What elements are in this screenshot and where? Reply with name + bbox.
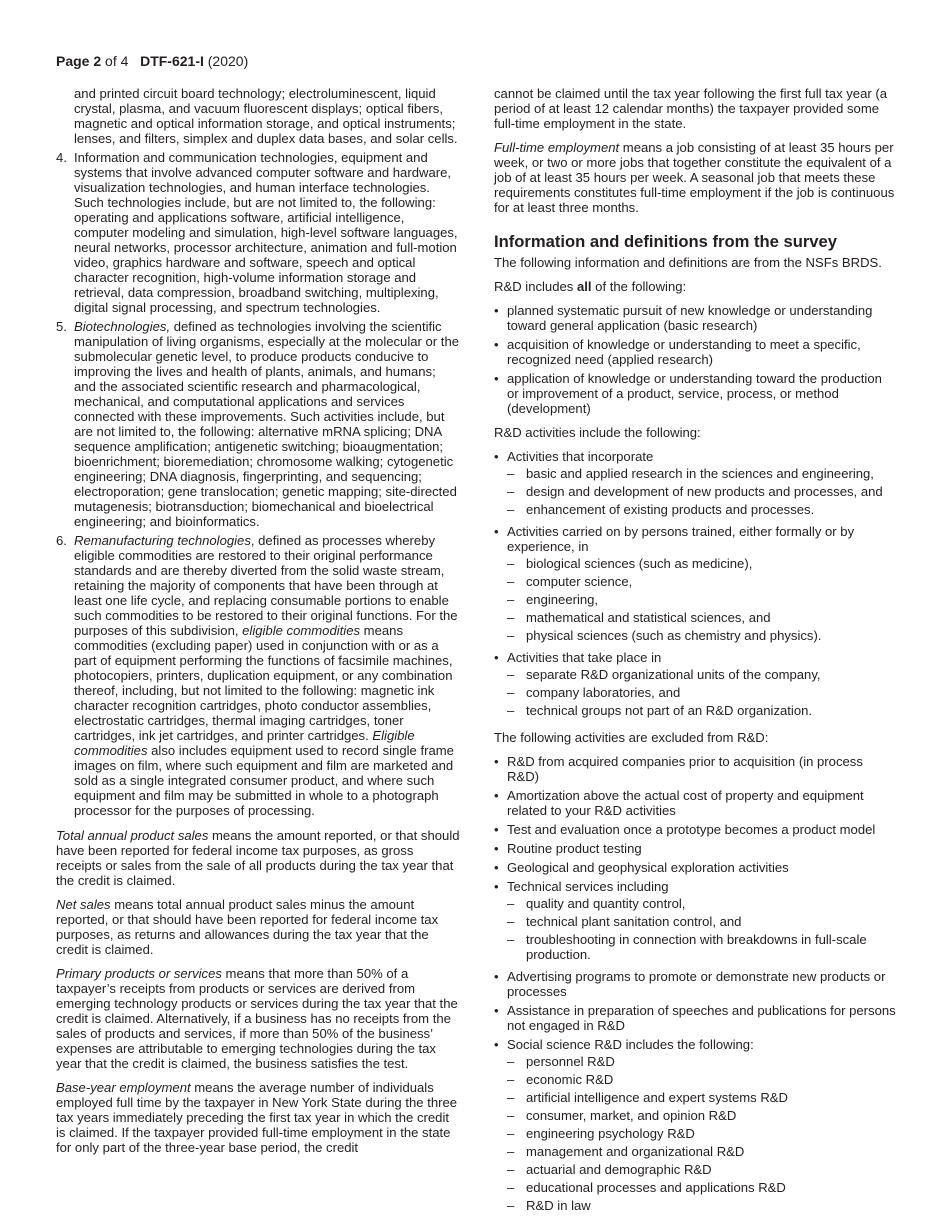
sub-list-item: – computer science,	[507, 574, 633, 589]
sub-list-item: – quality and quantity control,	[507, 896, 686, 911]
definition-primary-products: Primary products or services means that more than 50% of a taxpayer’s receipts from products or services are derived from emerging technology products or services during the tax year that the credit is claimed. Alternatively, if a business has no receipts from the sales of products and services, if more than 50% of the business’ expenses are attributable to emerging technologies during the tax year that the credit is claimed, the business satisfies the test.	[56, 966, 458, 1071]
sub-list-item: – actuarial and demographic R&D	[507, 1162, 712, 1177]
sub-list-item: – physical sciences (such as chemistry and physics).	[507, 628, 822, 643]
definition-net-sales: Net sales means total annual product sales minus the amount reported, or that should have been reported for federal income tax purposes, as returns and allowances during the tax year that the credit is claimed.	[56, 897, 439, 957]
list-item: • Assistance in preparation of speeches and publications for persons not engaged in R&D	[494, 1003, 896, 1033]
list-item: • R&D from acquired companies prior to acquisition (in process R&D)	[494, 754, 863, 784]
list-item-4	[56, 150, 460, 315]
sub-list-item: – technical groups not part of an R&D organization.	[507, 703, 813, 718]
sub-list-item: – educational processes and applications R&D	[507, 1180, 786, 1195]
sub-list-item: – design and development of new products and processes, and	[507, 484, 883, 499]
sub-list-item: – company laboratories, and	[507, 685, 681, 700]
activities-intro: R&D activities include the following:	[494, 425, 701, 440]
sub-list	[507, 556, 896, 643]
list-item: • acquisition of knowledge or understanding to meet a specific, recognized need (applied research)	[494, 337, 861, 367]
form-year: (2020)	[207, 53, 249, 69]
sub-list-item: – separate R&D organizational units of the company,	[507, 667, 821, 682]
list-item: • Test and evaluation once a prototype becomes a product model	[494, 822, 876, 837]
item-number: 6.	[56, 533, 67, 548]
sub-list	[507, 466, 896, 517]
excluded-intro: The following activities are excluded from R&D:	[494, 730, 769, 745]
rd-includes-intro: R&D includes all of the following:	[494, 279, 687, 294]
sub-list-item: – engineering,	[507, 592, 599, 607]
sub-list	[507, 667, 896, 718]
term-eligible-commodities-2: Eligible commodities	[74, 728, 415, 758]
sub-list-item: – engineering psychology R&D	[507, 1126, 695, 1141]
right-column	[494, 86, 896, 1225]
list-item: • Routine product testing	[494, 841, 642, 856]
excluded-list	[494, 754, 896, 1216]
term-biotechnologies: Biotechnologies,	[74, 319, 171, 334]
survey-intro: The following information and definitions are from the NSFs BRDS.	[494, 255, 882, 270]
definition-total-annual-product-sales: Total annual product sales means the amount reported, or that should have been reported for federal income tax purposes, as gross receipts or sales from the sale of all products during the tax year that the credit is claimed.	[56, 828, 460, 888]
list-item: • Advertising programs to promote or demonstrate new products or processes	[494, 969, 886, 999]
list-item: • application of knowledge or understanding toward the production or improvement of a product, service, process, or method (development)	[494, 371, 882, 416]
sub-list-item: – biological sciences (such as medicine),	[507, 556, 753, 571]
sub-list-item: – troubleshooting in connection with breakdowns in full-scale production.	[507, 932, 867, 962]
page-of: of 4	[105, 53, 129, 69]
item-text: Remanufacturing technologies, defined as processes whereby eligible commodities are restored to their original performance standards and are thereby diverted from the solid waste stream, retaining the majority of components that have been through at least one life cycle, and replacing consumable portions to enable such commodities to be restored to their original functions. For the purposes of this subdivision, eligible commodities means commodities (excluding paper) used in conjunction with or as a part of equipment performing the functions of facsimile machines, photocopiers, printers, duplication equipment, or any combination thereof, including, but not limited to the following: magnetic ink character recognition cartridges, photo conductor assemblies, electrostatic cartridges, thermal imaging cartridges, toner cartridges, ink jet cartridges, and printer cartridges. Eligible commodities also includes equipment used to record single frame images on film, where such equipment and film are marketed and sold as a single integrated consumer product, and where such equipment and film may be submitted in whole to a photograph processor for the purposes of processing.	[74, 533, 458, 818]
sub-list-item: – enhancement of existing products and processes.	[507, 502, 815, 517]
page-label: Page	[56, 53, 90, 69]
list-item: • Activities that take place in – separate R&D organizational units of the company, – company laboratories, and – technical groups not part of an R&D organization.	[494, 650, 896, 721]
list-item: • Activities carried on by persons trained, either formally or by experience, in – biological sciences (such as medicine), – computer science, – engineering, – mathematical and statistical sciences, and – physical sciences (such as chemistry and physics).	[494, 524, 896, 646]
sub-list-item: – economic R&D	[507, 1072, 614, 1087]
item-text: Biotechnologies, defined as technologies involving the scientific manipulation of living organisms, especially at the molecular or the submolecular genetic level, to produce products conducive to improving the lives and health of plants, animals, and humans; and the associated scientific research and pharmacological, mechanical, and computational applications and services connected with these improvements. Such activities include, but are not limited to, the following: alternative mRNA splicing; DNA sequence amplification; antigenetic switching; bioaugmentation; bioenrichment; bioremediation; chromosome walking; cytogenetic engineering; DNA diagnosis, fingerprinting, and sequencing; electroporation; gene translocation; genetic mapping; site-directed mutagenesis; biotransduction; biomechanical and bioelectrical engineering; and bioinformatics.	[74, 319, 460, 529]
list-item: • Activities that incorporate – basic and applied research in the sciences and engineering, – design and development of new products and processes, and – enhancement of existing products and processes.	[494, 449, 896, 520]
definition-full-time-employment: Full-time employment means a job consisting of at least 35 hours per week, or two or more jobs that together constitute the equivalent of a job of at least 35 hours per week. A seasonal job that meets these requirements constitutes full-time employment if the job is continuous for at least three months.	[494, 140, 895, 215]
page-header	[56, 53, 248, 70]
sub-list-item: – consumer, market, and opinion R&D	[507, 1108, 737, 1123]
rd-includes-list	[494, 303, 896, 416]
list-item: • Geological and geophysical exploration activities	[494, 860, 789, 875]
sub-list-item: – management and organizational R&D	[507, 1144, 745, 1159]
list-item: • Social science R&D includes the following: – personnel R&D – economic R&D – artificial intelligence and expert systems R&D – consumer, market, and opinion R&D – engineering psychology R&D – management and organizational R&D – actuarial and demographic R&D – educational processes and applications R&D – R&D in law	[494, 1037, 896, 1216]
sub-list	[507, 1054, 896, 1213]
item3-continuation: and printed circuit board technology; electroluminescent, liquid crystal, plasma, and vacuum fluorescent displays; optical fibers, magnetic and optical information storage, and optical instruments; lenses, and filters, simplex and duplex data bases, and solar cells.	[74, 86, 458, 146]
list-item: • planned systematic pursuit of new knowledge or understanding toward general application (basic research)	[494, 303, 873, 333]
sub-list-item: – mathematical and statistical sciences, and	[507, 610, 771, 625]
term-eligible-commodities: eligible commodities	[242, 623, 361, 638]
list-item-6	[56, 533, 460, 818]
term-remanufacturing: Remanufacturing technologies	[74, 533, 251, 548]
form-number: DTF-621-I	[140, 53, 204, 69]
item-text: Information and communication technologies, equipment and systems that involve advanced computer software and hardware, visualization technologies, and human interface technologies. Such technologies include, but are not limited to, the following: operating and applications software, artificial intelligence, computer modeling and simulation, high-level software languages, neural networks, processor architecture, animation and full-motion video, graphics hardware and software, speech and optical character recognition, high-volume information storage and retrieval, data compression, broadband switching, multiplexing, digital signal processing, and spectrum technologies.	[74, 150, 458, 315]
section-heading: Information and definitions from the survey	[494, 232, 837, 251]
activities-list	[494, 449, 896, 721]
list-item-5	[56, 319, 460, 529]
sub-list-item: – artificial intelligence and expert systems R&D	[507, 1090, 788, 1105]
item-number: 5.	[56, 319, 67, 334]
list-item: • Technical services including – quality and quantity control, – technical plant sanitation control, and – troubleshooting in connection with breakdowns in full-scale production.	[494, 879, 896, 965]
item-number: 4.	[56, 150, 67, 165]
page-number: 2	[93, 53, 102, 69]
list-item: • Amortization above the actual cost of property and equipment related to your R&D activities	[494, 788, 864, 818]
sub-list	[507, 896, 896, 962]
sub-list-item: – basic and applied research in the sciences and engineering,	[507, 466, 874, 481]
left-column	[56, 86, 460, 1164]
sub-list-item: – personnel R&D	[507, 1054, 615, 1069]
sub-list-item: – technical plant sanitation control, and	[507, 914, 742, 929]
sub-list-item: – R&D in law	[507, 1198, 591, 1213]
credit-continuation: cannot be claimed until the tax year following the first full tax year (a period of at least 12 calendar months) the taxpayer provided some full-time employment in the state.	[494, 86, 888, 131]
definition-base-year-employment: Base-year employment means the average number of individuals employed full time by the taxpayer in New York State during the three tax years immediately preceding the first tax year in which the credit is claimed. If the taxpayer provided full-time employment in the state for only part of the three-year base period, the credit	[56, 1080, 458, 1155]
